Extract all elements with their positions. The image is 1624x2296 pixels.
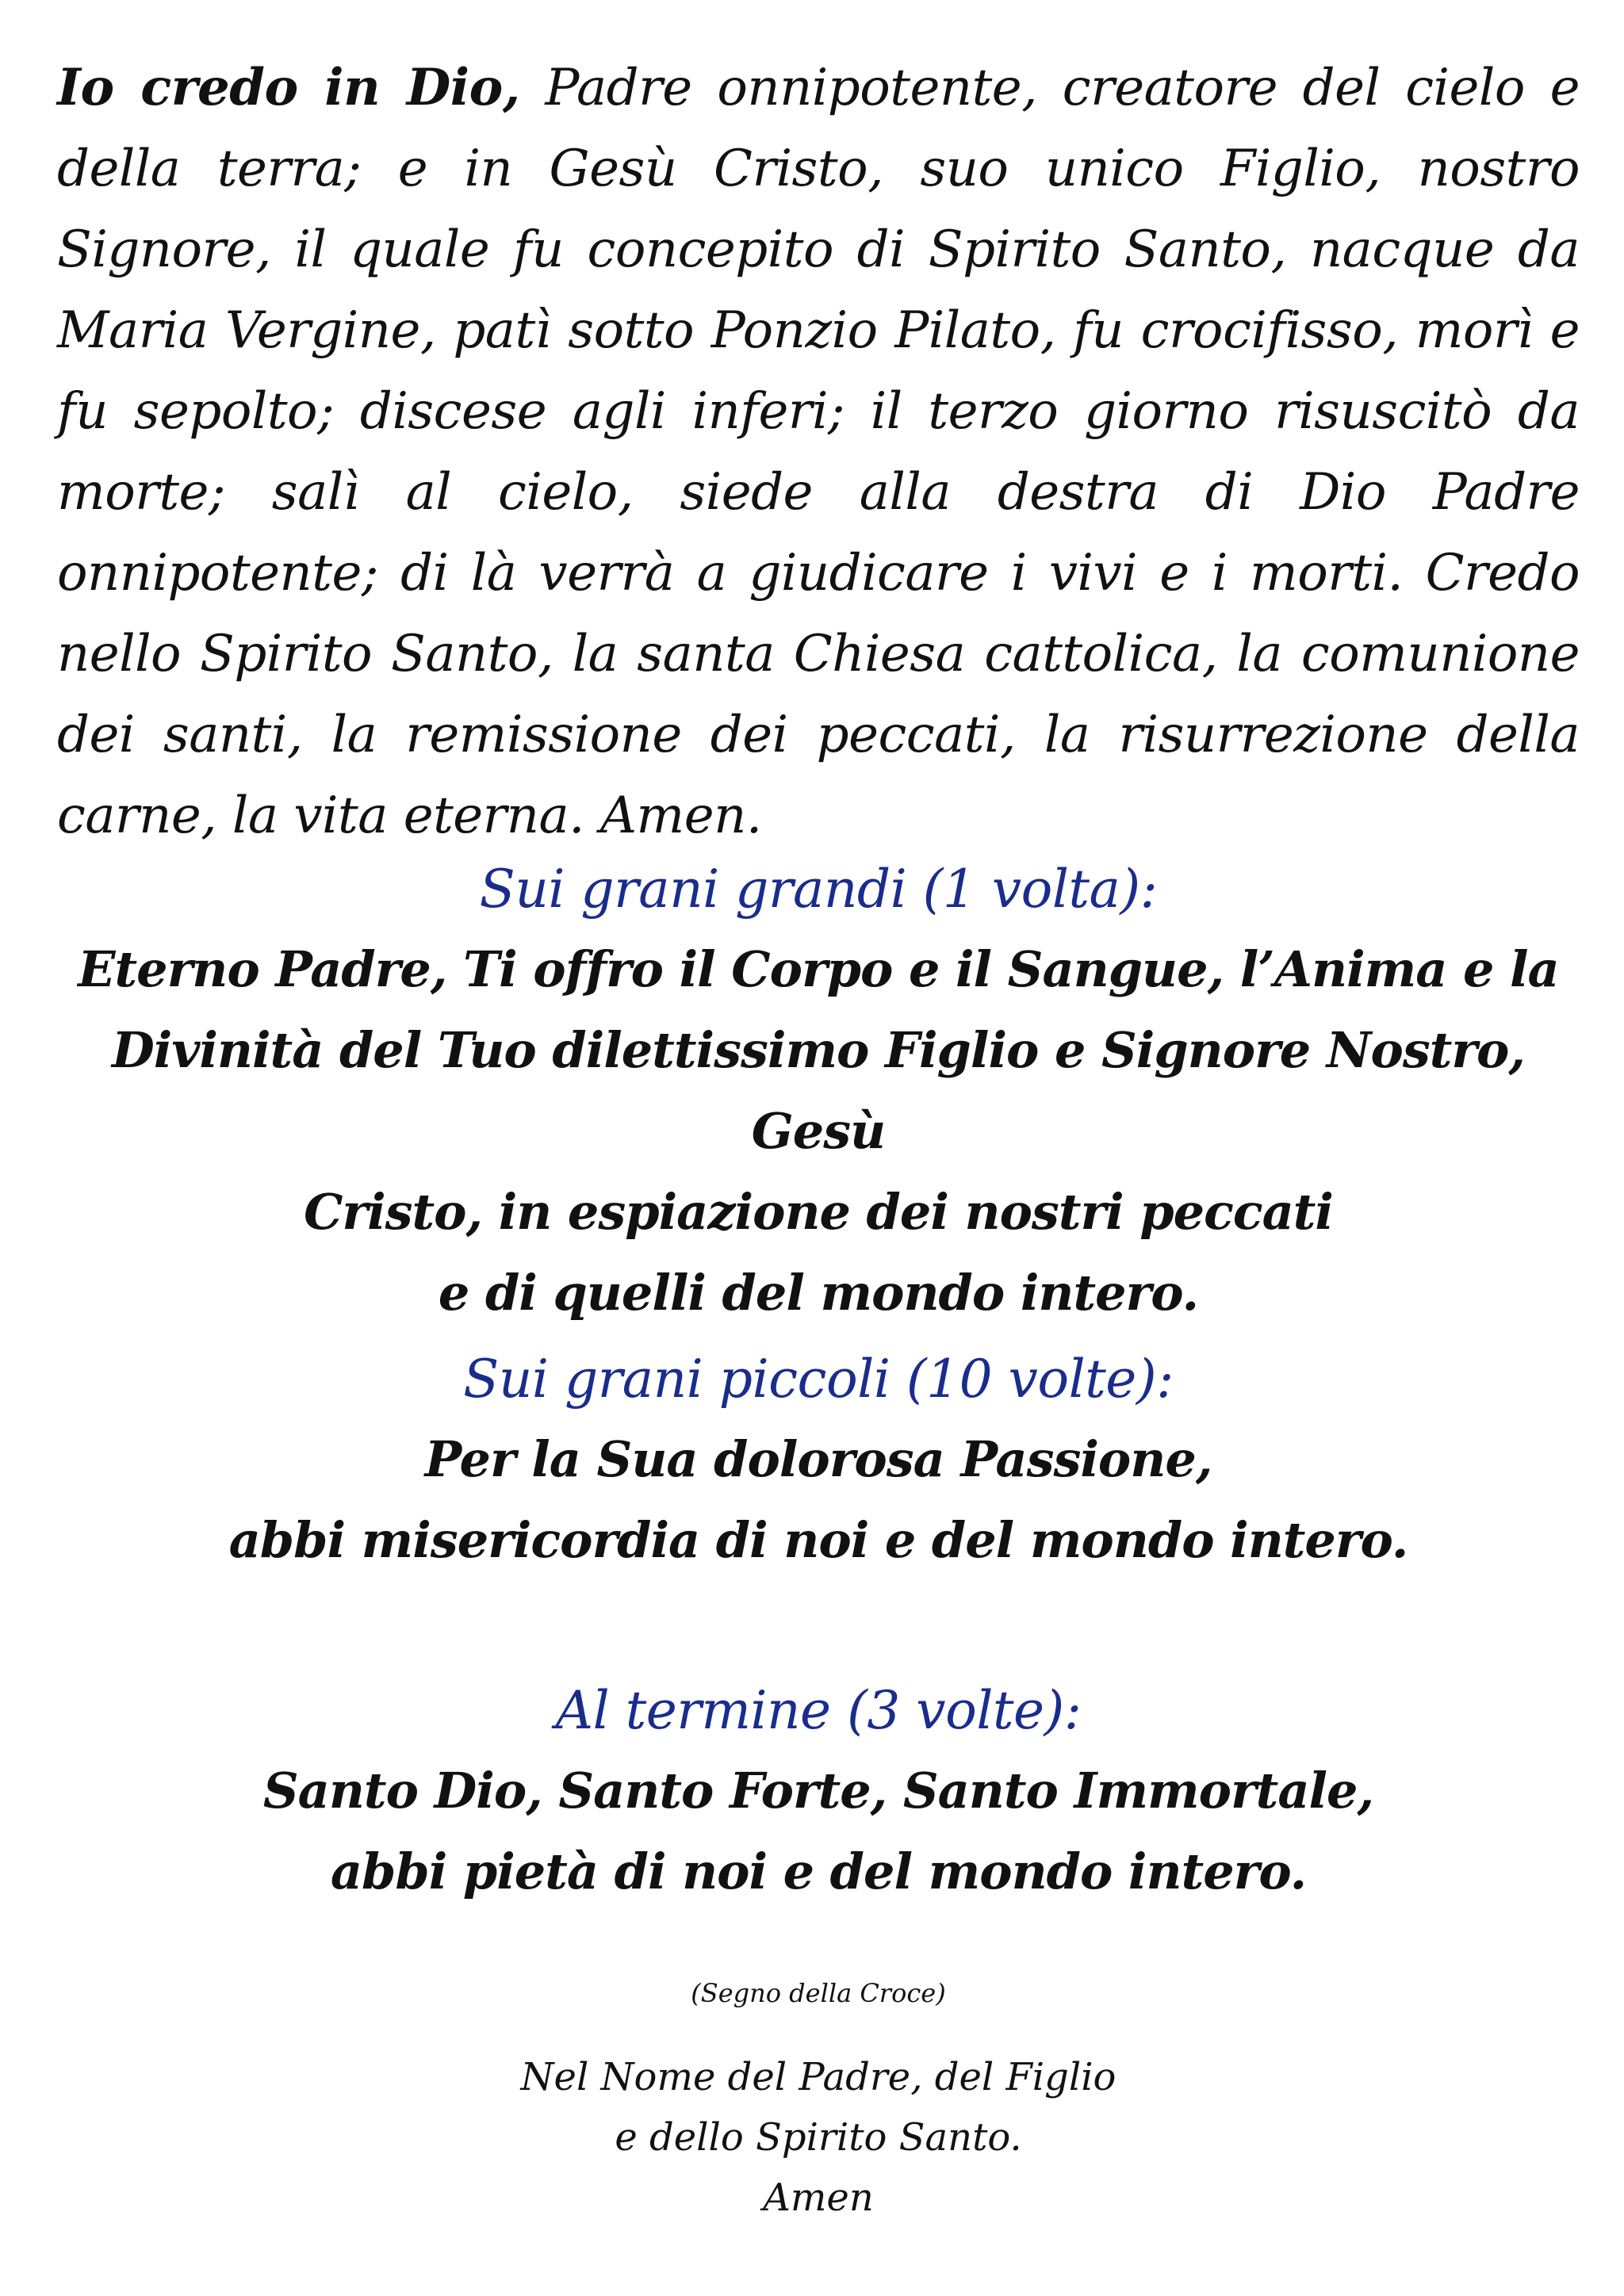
closing-line: Amen xyxy=(763,2175,874,2220)
prayer-line: e di quelli del mondo intero. xyxy=(438,1264,1199,1322)
section-grani-piccoli xyxy=(57,1340,1580,1581)
sign-of-cross-note: (Segno della Croce) xyxy=(691,1978,946,2008)
prayer-line: Divinità del Tuo dilettissimo Figlio e Signore Nostro, Gesù xyxy=(112,1021,1525,1160)
section-grani-grandi xyxy=(57,850,1580,1334)
section-al-termine xyxy=(57,1671,1580,1912)
closing-line: e dello Spirito Santo. xyxy=(615,2115,1022,2160)
prayer-line: Eterno Padre, Ti offro il Corpo e il Sangue, l’Anima e la xyxy=(78,940,1559,998)
prayer-line: abbi misericordia di noi e del mondo intero. xyxy=(228,1511,1408,1569)
section-heading: Al termine (3 volte): xyxy=(555,1680,1082,1741)
section-heading: Sui grani piccoli (10 volte): xyxy=(463,1349,1174,1410)
prayer-line: abbi pietà di noi e del mondo intero. xyxy=(330,1843,1307,1900)
prayer-line: Per la Sua dolorosa Passione, xyxy=(424,1430,1212,1488)
closing-line: Nel Nome del Padre, del Figlio xyxy=(520,2055,1116,2099)
section-heading: Sui grani grandi (1 volta): xyxy=(479,859,1158,920)
prayer-line: Santo Dio, Santo Forte, Santo Immortale, xyxy=(262,1762,1374,1820)
prayer-line: Cristo, in espiazione dei nostri peccati xyxy=(304,1183,1333,1241)
credo-lead: Io credo in Dio, xyxy=(57,58,520,117)
section-prayer xyxy=(57,1419,1580,1581)
credo-text: Padre onnipotente, creatore del cielo e della terra; e in Gesù Cristo, suo unico Figlio, nostro Signore, il quale fu concepito di Spirito Santo, nacque da Maria Vergine, patì sotto Ponzio Pilato, fu crocifisso, morì e fu sepolto; discese agli inferi; il terzo giorno risuscitò da morte; salì al cielo, siede alla destra di Dio Padre onnipotente; di là verrà a giudicare i vivi e i morti. Credo nello Spirito Santo, la santa Chiesa cattolica, la comunione dei santi, la remissione dei peccati, la risurrezione della carne, la vita eterna. Amen. xyxy=(57,59,1580,845)
section-prayer xyxy=(57,929,1580,1334)
closing-blessing xyxy=(57,2047,1580,2228)
credo-paragraph xyxy=(57,48,1580,856)
section-prayer xyxy=(57,1751,1580,1912)
